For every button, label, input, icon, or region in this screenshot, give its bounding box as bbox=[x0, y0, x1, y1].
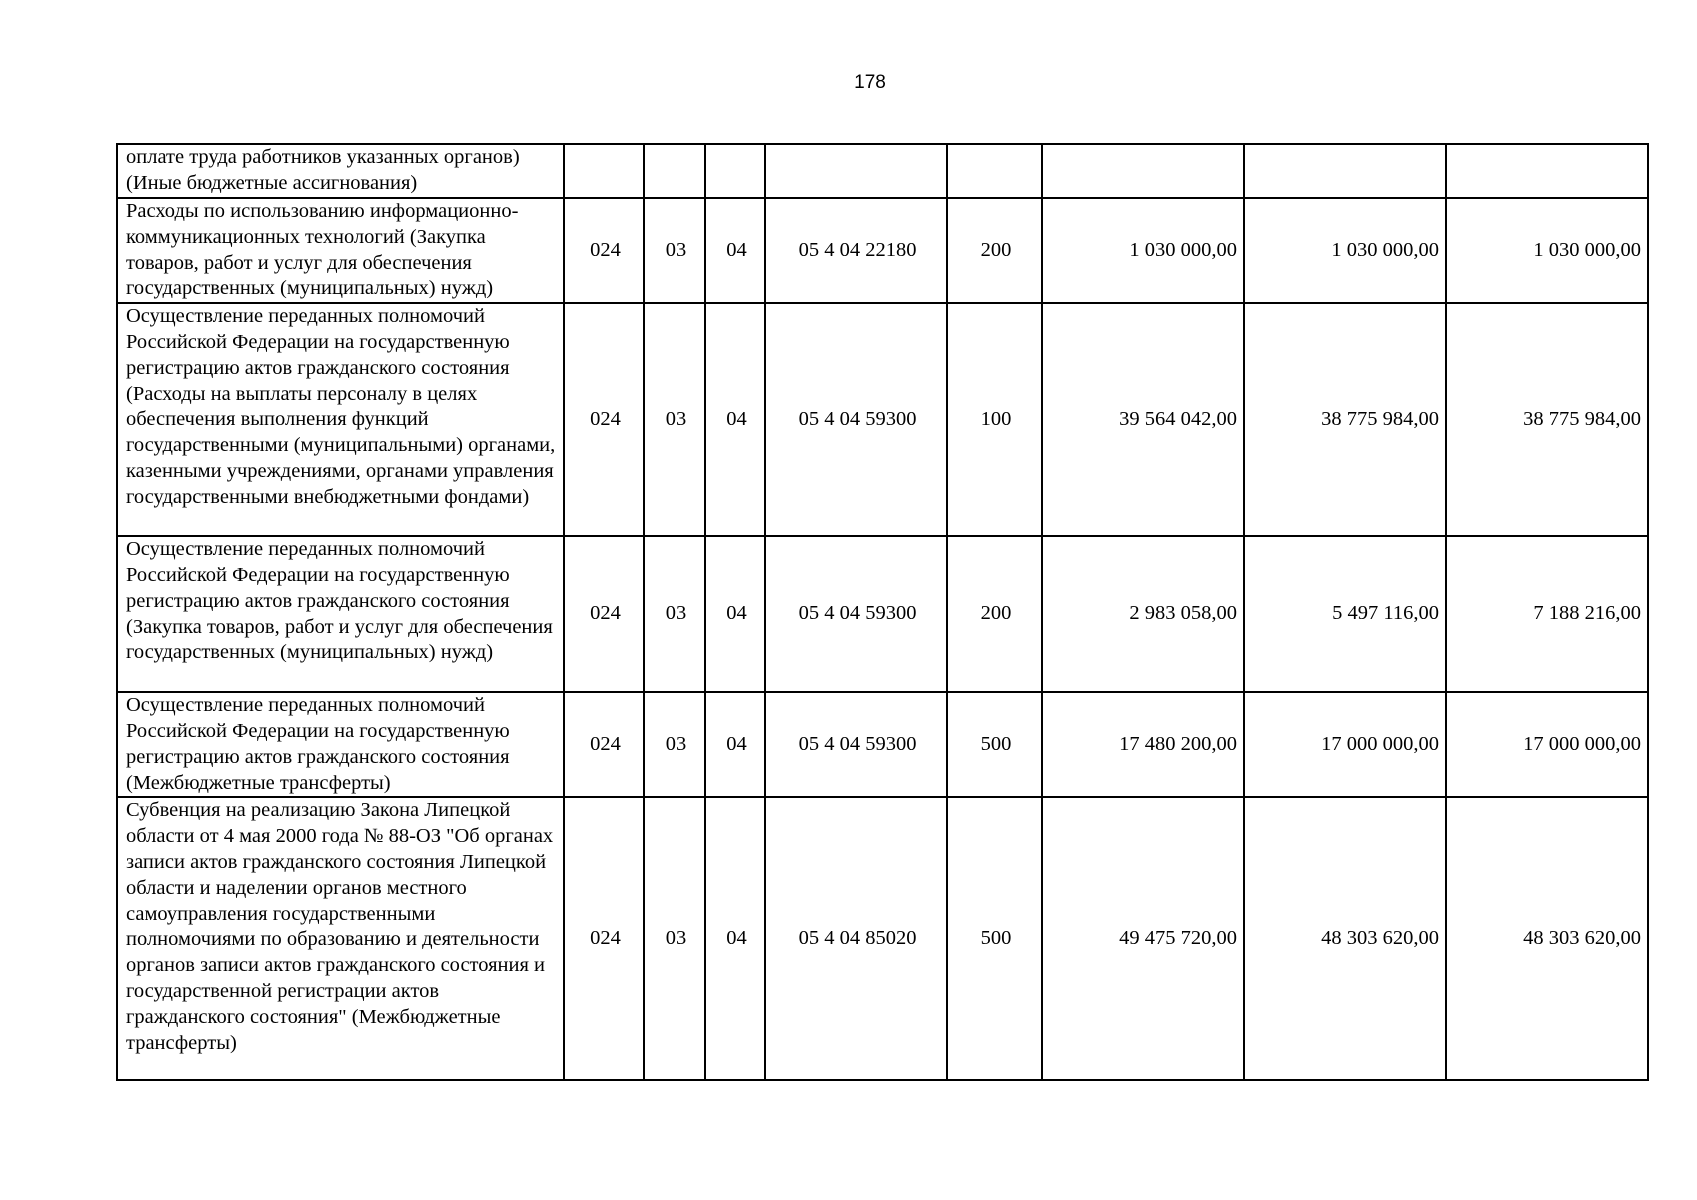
amount-year-3: 7 188 216,00 bbox=[1446, 536, 1648, 692]
amount-year-2: 38 775 984,00 bbox=[1244, 303, 1446, 536]
page-number: 178 bbox=[854, 72, 886, 93]
row-description: Осуществление переданных полномочий Российской Федерации на государственную регистрацию актов гражданского состояния (Закупка товаров, работ и услуг для обеспечения государственных (муниципальных) нужд) bbox=[117, 536, 564, 692]
section-code: 03 bbox=[644, 797, 705, 1080]
row-description: оплате труда работников указанных органов) (Иные бюджетные ассигнования) bbox=[117, 144, 564, 198]
subsection-code: 04 bbox=[705, 536, 765, 692]
row-description: Осуществление переданных полномочий Российской Федерации на государственную регистрацию актов гражданского состояния (Межбюджетные трансферты) bbox=[117, 692, 564, 797]
budget-table bbox=[116, 143, 1649, 1081]
section-code: 03 bbox=[644, 303, 705, 536]
target-article-code: 05 4 04 22180 bbox=[765, 198, 947, 303]
target-article-code: 05 4 04 85020 bbox=[765, 797, 947, 1080]
expense-type-code: 200 bbox=[947, 536, 1042, 692]
subsection-code bbox=[705, 144, 765, 198]
expense-type-code: 100 bbox=[947, 303, 1042, 536]
section-code: 03 bbox=[644, 692, 705, 797]
subsection-code: 04 bbox=[705, 198, 765, 303]
ministry-code bbox=[564, 144, 644, 198]
amount-year-1 bbox=[1042, 144, 1244, 198]
section-code: 03 bbox=[644, 198, 705, 303]
table-row bbox=[117, 692, 1648, 797]
amount-year-2 bbox=[1244, 144, 1446, 198]
expense-type-code: 500 bbox=[947, 797, 1042, 1080]
ministry-code: 024 bbox=[564, 198, 644, 303]
amount-year-3: 1 030 000,00 bbox=[1446, 198, 1648, 303]
target-article-code: 05 4 04 59300 bbox=[765, 536, 947, 692]
subsection-code: 04 bbox=[705, 797, 765, 1080]
row-description: Субвенция на реализацию Закона Липецкой области от 4 мая 2000 года № 88-ОЗ "Об органах записи актов гражданского состояния Липецкой области и наделении органов местного самоуправления государственными полномочиями по образованию и деятельности органов записи актов гражданского состояния и государственной регистрации актов гражданского состояния" (Межбюджетные трансферты) bbox=[117, 797, 564, 1080]
amount-year-3: 38 775 984,00 bbox=[1446, 303, 1648, 536]
section-code bbox=[644, 144, 705, 198]
row-description: Осуществление переданных полномочий Российской Федерации на государственную регистрацию актов гражданского состояния (Расходы на выплаты персоналу в целях обеспечения выполнения функций государственными (муниципальными) органами, казенными учреждениями, органами управления государственными внебюджетными фондами) bbox=[117, 303, 564, 536]
expense-type-code bbox=[947, 144, 1042, 198]
ministry-code: 024 bbox=[564, 303, 644, 536]
amount-year-3 bbox=[1446, 144, 1648, 198]
amount-year-1: 17 480 200,00 bbox=[1042, 692, 1244, 797]
table-row bbox=[117, 797, 1648, 1080]
amount-year-2: 5 497 116,00 bbox=[1244, 536, 1446, 692]
amount-year-2: 48 303 620,00 bbox=[1244, 797, 1446, 1080]
target-article-code: 05 4 04 59300 bbox=[765, 303, 947, 536]
amount-year-1: 49 475 720,00 bbox=[1042, 797, 1244, 1080]
amount-year-2: 1 030 000,00 bbox=[1244, 198, 1446, 303]
table-row bbox=[117, 303, 1648, 536]
subsection-code: 04 bbox=[705, 692, 765, 797]
expense-type-code: 200 bbox=[947, 198, 1042, 303]
subsection-code: 04 bbox=[705, 303, 765, 536]
expense-type-code: 500 bbox=[947, 692, 1042, 797]
amount-year-1: 39 564 042,00 bbox=[1042, 303, 1244, 536]
amount-year-3: 48 303 620,00 bbox=[1446, 797, 1648, 1080]
row-description: Расходы по использованию информационно-коммуникационных технологий (Закупка товаров, работ и услуг для обеспечения государственных (муниципальных) нужд) bbox=[117, 198, 564, 303]
table-row bbox=[117, 536, 1648, 692]
ministry-code: 024 bbox=[564, 797, 644, 1080]
amount-year-1: 1 030 000,00 bbox=[1042, 198, 1244, 303]
target-article-code bbox=[765, 144, 947, 198]
amount-year-1: 2 983 058,00 bbox=[1042, 536, 1244, 692]
table-row bbox=[117, 198, 1648, 303]
table-row bbox=[117, 144, 1648, 198]
target-article-code: 05 4 04 59300 bbox=[765, 692, 947, 797]
amount-year-3: 17 000 000,00 bbox=[1446, 692, 1648, 797]
amount-year-2: 17 000 000,00 bbox=[1244, 692, 1446, 797]
ministry-code: 024 bbox=[564, 536, 644, 692]
ministry-code: 024 bbox=[564, 692, 644, 797]
section-code: 03 bbox=[644, 536, 705, 692]
